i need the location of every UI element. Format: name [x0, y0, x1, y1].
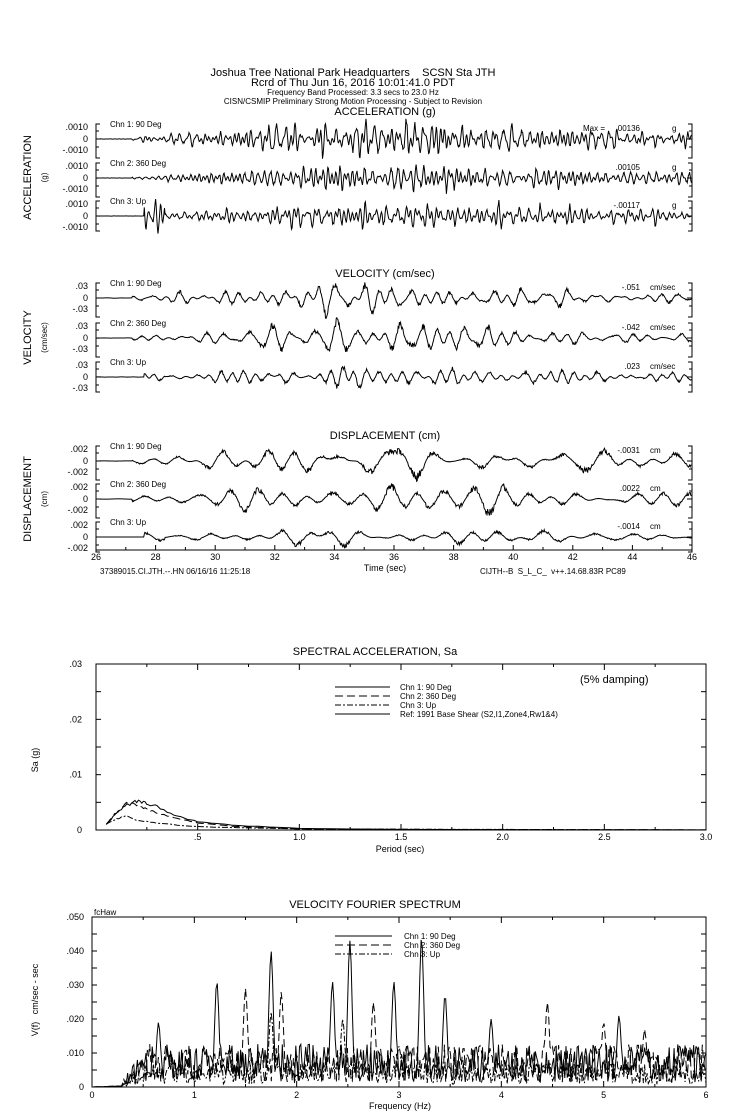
waveform-line — [96, 165, 691, 194]
max-unit: cm — [650, 484, 661, 493]
channel-trace — [62, 159, 692, 197]
neg-tick-label: -.002 — [67, 467, 88, 477]
sa-x-tick-label: 2.0 — [496, 832, 509, 842]
max-prefix: Max = — [583, 124, 606, 133]
channel-label: Chn 3: Up — [110, 518, 147, 527]
sa-y-tick-label: .01 — [69, 769, 82, 780]
sa-y-tick-label: 0 — [76, 825, 82, 835]
channel-label: Chn 2: 360 Deg — [110, 480, 167, 489]
sa-legend-label: Chn 1: 90 Deg — [400, 683, 452, 692]
fs-x-tick-label: 5 — [601, 1090, 607, 1100]
channel-label: Chn 3: Up — [110, 197, 147, 206]
fs-title: VELOCITY FOURIER SPECTRUM — [289, 899, 461, 911]
channel-label: Chn 1: 90 Deg — [110, 120, 162, 129]
max-value: -.00117 — [613, 201, 640, 210]
channel-trace — [62, 119, 692, 159]
station-line: Joshua Tree National Park Headquarters SCSN Sta JTH — [210, 67, 496, 79]
neg-tick-label: -.002 — [67, 543, 88, 553]
sa-legend-label: Ref: 1991 Base Shear (S2,I1,Zone4,Rw1&4) — [400, 710, 558, 719]
zero-tick-label: 0 — [82, 134, 88, 144]
record-id-footer: 37389015.CI.JTH.--.HN 06/16/16 11:25:18 — [100, 567, 251, 576]
max-value: -.042 — [621, 323, 640, 332]
max-value: -.0014 — [617, 522, 640, 531]
max-unit: g — [672, 201, 677, 210]
zero-tick-label: 0 — [82, 372, 88, 382]
seismogram-panel — [22, 268, 692, 393]
pos-tick-label: .03 — [75, 360, 88, 370]
sa-title: SPECTRAL ACCELERATION, Sa — [292, 646, 458, 658]
zero-tick-label: 0 — [82, 173, 88, 183]
sa-x-tick-label: 2.5 — [598, 832, 611, 842]
max-value: -.051 — [621, 283, 640, 292]
fs-y-tick-label: .040 — [66, 946, 84, 956]
time-tick-label: 38 — [448, 552, 459, 562]
fs-x-tick-label: 1 — [191, 1090, 197, 1100]
channel-label: Chn 3: Up — [110, 358, 147, 367]
panel-unit-label: (cm) — [40, 491, 49, 507]
time-tick-label: 32 — [269, 552, 280, 562]
sa-legend-label: Chn 2: 360 Deg — [400, 692, 457, 701]
fs-y-tick-label: .030 — [66, 980, 84, 990]
channel-trace — [62, 197, 692, 234]
panel-unit-label: (g) — [40, 172, 49, 183]
fs-x-tick-label: 2 — [294, 1090, 300, 1100]
max-value: .00105 — [615, 163, 640, 172]
neg-tick-label: -.03 — [72, 304, 88, 314]
neg-tick-label: -.0010 — [62, 145, 88, 155]
time-axis — [91, 545, 697, 576]
channel-trace — [67, 480, 692, 518]
neg-tick-label: -.03 — [72, 383, 88, 393]
fs-x-tick-label: 4 — [498, 1090, 504, 1100]
channel-label: Chn 2: 360 Deg — [110, 319, 167, 328]
panel-axis-label: VELOCITY — [22, 310, 34, 365]
time-tick-label: 44 — [627, 552, 638, 562]
fs-y-tick-label: .050 — [66, 912, 84, 922]
pos-tick-label: .0010 — [65, 122, 88, 132]
neg-tick-label: -.03 — [72, 344, 88, 354]
panel-unit-label: (cm/sec) — [40, 322, 49, 353]
neg-tick-label: -.0010 — [62, 222, 88, 232]
panel-axis-label: ACCELERATION — [22, 135, 34, 220]
pos-tick-label: .0010 — [65, 199, 88, 209]
pos-tick-label: .002 — [70, 520, 88, 530]
max-value: -.0031 — [617, 446, 640, 455]
fourier-spectrum-chart — [30, 899, 709, 1111]
trace-frame — [96, 201, 692, 231]
waveform-line — [96, 530, 691, 548]
band-line: Frequency Band Processed: 3.3 secs to 23.0 Hz — [267, 88, 439, 97]
sa-series-line — [106, 802, 706, 830]
time-tick-label: 34 — [329, 552, 340, 562]
channel-label: Chn 1: 90 Deg — [110, 279, 162, 288]
neg-tick-label: -.002 — [67, 505, 88, 515]
channel-trace — [72, 279, 692, 318]
sa-x-label: Period (sec) — [375, 844, 425, 854]
channel-trace — [72, 318, 692, 357]
zero-tick-label: 0 — [82, 333, 88, 343]
sa-y-tick-label: .02 — [69, 714, 82, 725]
channel-label: Chn 2: 360 Deg — [110, 159, 167, 168]
fs-x-label: Frequency (Hz) — [368, 1101, 432, 1111]
zero-tick-label: 0 — [82, 494, 88, 504]
sa-x-tick-label: 1.5 — [394, 832, 408, 842]
waveform-line — [96, 199, 691, 234]
pos-tick-label: .03 — [75, 321, 88, 331]
processing-line: CISN/CSMIP Preliminary Strong Motion Processing - Subject to Revision — [223, 97, 483, 106]
time-tick-label: 28 — [150, 552, 161, 562]
zero-tick-label: 0 — [82, 456, 88, 466]
trace-frame — [96, 323, 692, 357]
pos-tick-label: .03 — [75, 281, 88, 291]
fs-frame — [92, 917, 706, 1087]
max-value: .0022 — [619, 484, 640, 493]
neg-tick-label: -.0010 — [62, 184, 88, 194]
time-tick-label: 40 — [508, 552, 519, 562]
panel-title: DISPLACEMENT (cm) — [329, 430, 441, 442]
pos-tick-label: .002 — [70, 444, 88, 454]
trace-frame — [96, 283, 692, 317]
panel-axis-label: DISPLACEMENT — [22, 456, 34, 542]
fs-y-tick-label: .010 — [66, 1048, 84, 1058]
zero-tick-label: 0 — [82, 532, 88, 542]
fs-legend-label: Chn 2: 360 Deg — [404, 941, 461, 950]
waveform-line — [96, 448, 691, 481]
panel-title: VELOCITY (cm/sec) — [335, 268, 435, 280]
fs-x-tick-label: 6 — [703, 1090, 709, 1100]
max-value: .023 — [624, 362, 640, 371]
fs-corner-label: fcHaw — [94, 908, 117, 917]
time-tick-label: 26 — [90, 552, 102, 562]
report-header — [211, 67, 496, 106]
fs-legend-label: Chn 1: 90 Deg — [404, 932, 456, 941]
fs-y-tick-label: .020 — [66, 1014, 84, 1024]
waveform-line — [96, 318, 691, 352]
fs-y-tick-label: 0 — [78, 1082, 84, 1092]
time-tick-label: 42 — [567, 552, 578, 562]
seismogram-panels — [22, 106, 692, 553]
waveform-line — [96, 484, 691, 516]
sa-legend-label: Chn 3: Up — [400, 701, 437, 710]
fs-x-tick-label: 0 — [89, 1090, 95, 1100]
sa-series-line — [106, 800, 706, 830]
sa-x-tick-label: 3.0 — [699, 832, 713, 842]
channel-trace — [72, 358, 692, 393]
time-tick-label: 30 — [210, 552, 221, 562]
sa-y-label: Sa (g) — [30, 747, 40, 773]
channel-label: Chn 1: 90 Deg — [110, 442, 162, 451]
seismogram-panel — [22, 106, 692, 234]
zero-tick-label: 0 — [82, 293, 88, 303]
sa-y-tick-label: .03 — [69, 659, 82, 669]
max-unit: cm/sec — [650, 362, 676, 371]
fs-legend-label: Chn 3: Up — [404, 950, 441, 959]
channel-trace — [67, 442, 692, 481]
sa-x-tick-label: .5 — [193, 832, 202, 842]
fs-y-label: V(f) cm/sec - sec — [30, 963, 40, 1037]
fs-x-tick-label: 3 — [396, 1090, 402, 1100]
max-unit: cm/sec — [650, 283, 676, 292]
trace-frame — [96, 362, 692, 392]
damping-annotation: (5% damping) — [580, 674, 649, 686]
zero-tick-label: 0 — [82, 211, 88, 221]
channel-trace — [67, 518, 692, 553]
record-line: Rcrd of Thu Jun 16, 2016 10:01:41.0 PDT — [250, 77, 456, 89]
seismogram-panel — [22, 430, 692, 553]
time-tick-label: 46 — [686, 552, 698, 562]
processing-version-footer: CIJTH--B S_L_C_ v++.14.68.83R PC89 — [480, 567, 626, 576]
waveform-line — [96, 282, 691, 318]
max-unit: cm/sec — [650, 323, 676, 332]
max-unit: cm — [650, 522, 661, 531]
time-axis-label: Time (sec) — [363, 563, 407, 573]
max-value: .00136 — [615, 124, 640, 133]
max-unit: cm — [650, 446, 661, 455]
time-tick-label: 36 — [388, 552, 400, 562]
pos-tick-label: .002 — [70, 482, 88, 492]
waveform-line — [96, 367, 691, 389]
panel-title: ACCELERATION (g) — [334, 106, 436, 118]
max-unit: g — [672, 163, 677, 172]
max-unit: g — [672, 124, 677, 133]
spectral-acceleration-chart — [30, 646, 712, 854]
pos-tick-label: .0010 — [65, 161, 88, 171]
sa-x-tick-label: 1.0 — [293, 832, 306, 842]
